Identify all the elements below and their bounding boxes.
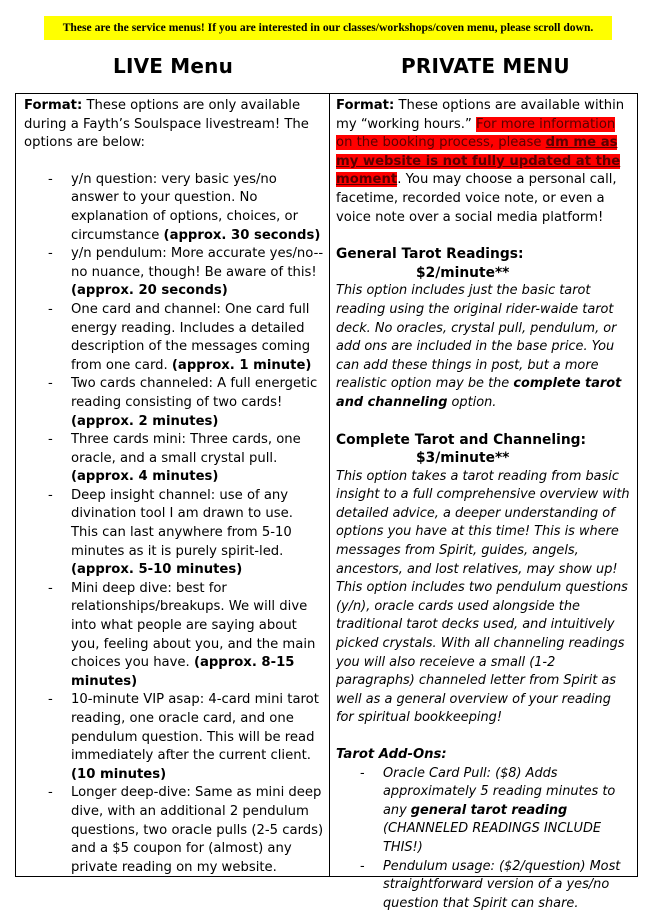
- live-menu-title: LIVE Menu: [113, 54, 234, 78]
- format-label: Format:: [336, 98, 395, 113]
- menu-table: [15, 93, 638, 911]
- format-text-end: . You may choose a personal call, facetime, recorded voice note, or even a voice note over a social media platform!: [336, 172, 617, 225]
- format-label: Format:: [24, 98, 83, 113]
- list-item: - y/n pendulum: More accurate yes/no--no nuance, though! Be aware of this! (approx. 20 seconds): [24, 245, 324, 301]
- live-options-list: [24, 171, 324, 878]
- list-item: - One card and channel: One card full energy reading. Includes a detailed description of the messages coming from one card. (approx. 1 minute): [24, 301, 324, 375]
- private-menu-title: PRIVATE MENU: [401, 54, 570, 78]
- complete-tarot-price: $3/minute**: [416, 450, 510, 467]
- private-format: [336, 97, 632, 227]
- list-item: - Pendulum usage: ($2/question) Most straightforward version of a yes/no question that Spirit can share.: [336, 858, 632, 913]
- general-tarot-price: $2/minute**: [416, 264, 510, 281]
- addons-list: [336, 765, 632, 913]
- general-tarot-description: This option includes just the basic tarot reading using the original rider-waide tarot deck. No oracles, crystal pull, pendulum, or add ons are included in the base price. You can add these things in post, but a more realistic option may be the complete tarot and channeling option.: [336, 283, 622, 410]
- booking-notice: For more information on the booking process, please dm me as my website is not fully updated at the moment: [336, 116, 621, 188]
- list-item: - Two cards channeled: A full energetic reading consisting of two cards! (approx. 2 minutes): [24, 375, 324, 431]
- dm-notice: dm me as my website is not fully updated at the moment: [336, 135, 621, 188]
- format-text: These options are only available during a Fayth’s Soulspace livestream! The options are below:: [24, 98, 309, 151]
- column-divider: [329, 94, 330, 876]
- complete-tarot-title: Complete Tarot and Channeling:: [336, 431, 587, 448]
- list-item: - Deep insight channel: use of any divination tool I am drawn to use. This can last anywhere from 5-10 minutes as it is purely spirit-led. (approx. 5-10 minutes): [24, 487, 324, 580]
- live-format: [24, 97, 324, 153]
- list-item: - y/n question: very basic yes/no answer to your question. No explanation of options, choices, or circumstance (approx. 30 seconds): [24, 171, 324, 245]
- private-menu-cell: [336, 97, 632, 913]
- list-item: - Three cards mini: Three cards, one oracle, and a small crystal pull. (approx. 4 minutes): [24, 431, 324, 487]
- complete-tarot-description: This option takes a tarot reading from basic insight to a full comprehensive overview with detailed advice, a deeper understanding of options you have at this time! This is where messages from Spirit, guides, angels, ancestors, and lost relatives, may show up! This option includes two pendulum questions (y/n), oracle cards used alongside the traditional tarot decks used, and intuitively picked crystals. With all channeling readings you will also receieve a small (1-2 paragraphs) channeled letter from Spirit as well as a general overview of your reading for spiritual bookkeeping!: [336, 468, 630, 726]
- general-tarot-title: General Tarot Readings:: [336, 246, 524, 263]
- list-item: - 10-minute VIP asap: 4-card mini tarot reading, one oracle card, and one pendulum question. This will be read immediately after the current client. (10 minutes): [24, 691, 324, 784]
- info-banner: These are the service menus! If you are interested in our classes/workshops/coven menu, please scroll down.: [44, 16, 612, 40]
- format-text: These options are available within my “working hours.”: [336, 98, 625, 132]
- list-item: - Longer deep-dive: Same as mini deep dive, with an additional 2 pendulum questions, two oracle pulls (2-5 cards) and a $5 coupon for (almost) any private reading on my website.: [24, 784, 324, 877]
- addons-title: Tarot Add-Ons:: [336, 747, 447, 762]
- list-item: - Mini deep dive: best for relationships/breakups. We will dive into what people are saying about you, feeling about you, and the main choices you have. (approx. 8-15 minutes): [24, 580, 324, 692]
- list-item: - Oracle Card Pull: ($8) Adds approximately 5 reading minutes to any general tarot reading (CHANNELED READINGS INCLUDE THIS!): [336, 765, 632, 858]
- live-menu-cell: [24, 97, 324, 877]
